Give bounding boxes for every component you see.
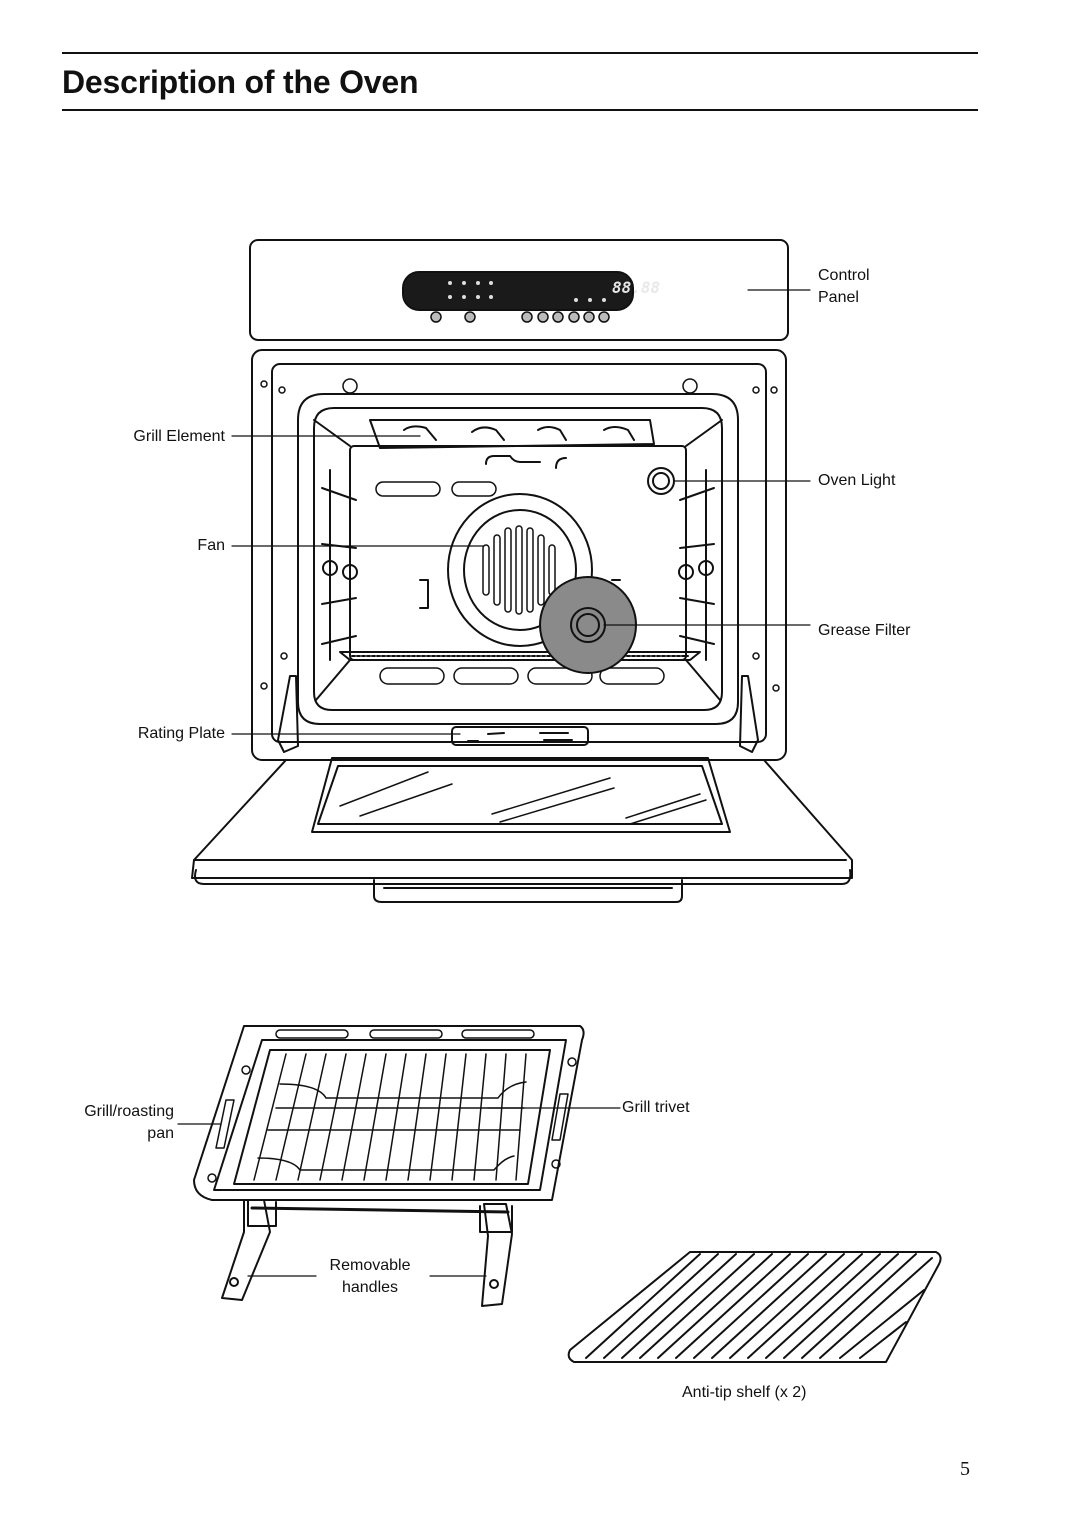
rating-plate-label: Rating Plate bbox=[137, 725, 225, 742]
door-glass-reflections bbox=[340, 772, 706, 824]
trivet-wires bbox=[254, 1054, 526, 1180]
pan-slots bbox=[208, 1030, 576, 1182]
leader-lines-oven bbox=[232, 290, 810, 734]
fan-slots bbox=[483, 526, 555, 614]
control-panel-label-line1: Control bbox=[818, 267, 870, 284]
grill-roasting-pan-label-line2: pan bbox=[147, 1125, 174, 1142]
anti-tip-shelf-label: Anti-tip shelf (x 2) bbox=[682, 1384, 807, 1401]
oven-light-label: Oven Light bbox=[818, 472, 896, 489]
grill-trivet-label: Grill trivet bbox=[622, 1099, 690, 1116]
left-removable-handle bbox=[222, 1200, 270, 1300]
control-buttons bbox=[431, 312, 609, 322]
page-number: 5 bbox=[960, 1458, 970, 1480]
grill-element-label: Grill Element bbox=[133, 428, 225, 445]
control-panel-display-strip bbox=[403, 272, 633, 310]
anti-tip-shelf bbox=[569, 1252, 941, 1362]
control-panel-label-line2: Panel bbox=[818, 289, 859, 306]
removable-handles-label-line2: handles bbox=[341, 1279, 399, 1296]
shelf-runners-right bbox=[679, 470, 714, 660]
right-hinge bbox=[740, 676, 758, 752]
left-hinge bbox=[278, 676, 298, 752]
fan-label: Fan bbox=[197, 537, 225, 554]
display-readout: 88.88 bbox=[612, 278, 661, 297]
oven-light bbox=[648, 468, 674, 494]
shelf-wires bbox=[586, 1254, 932, 1358]
grill-roasting-pan-label-line1: Grill/roasting bbox=[84, 1103, 174, 1120]
door-window bbox=[312, 758, 730, 832]
grease-filter-label: Grease Filter bbox=[818, 622, 911, 639]
removable-handles-label-line1: Removable bbox=[329, 1257, 411, 1274]
right-removable-handle bbox=[482, 1204, 512, 1306]
frame-screws bbox=[261, 379, 779, 691]
shelf-runners-left bbox=[322, 470, 357, 660]
grill-element bbox=[370, 420, 654, 448]
page-title: Description of the Oven bbox=[62, 64, 419, 100]
